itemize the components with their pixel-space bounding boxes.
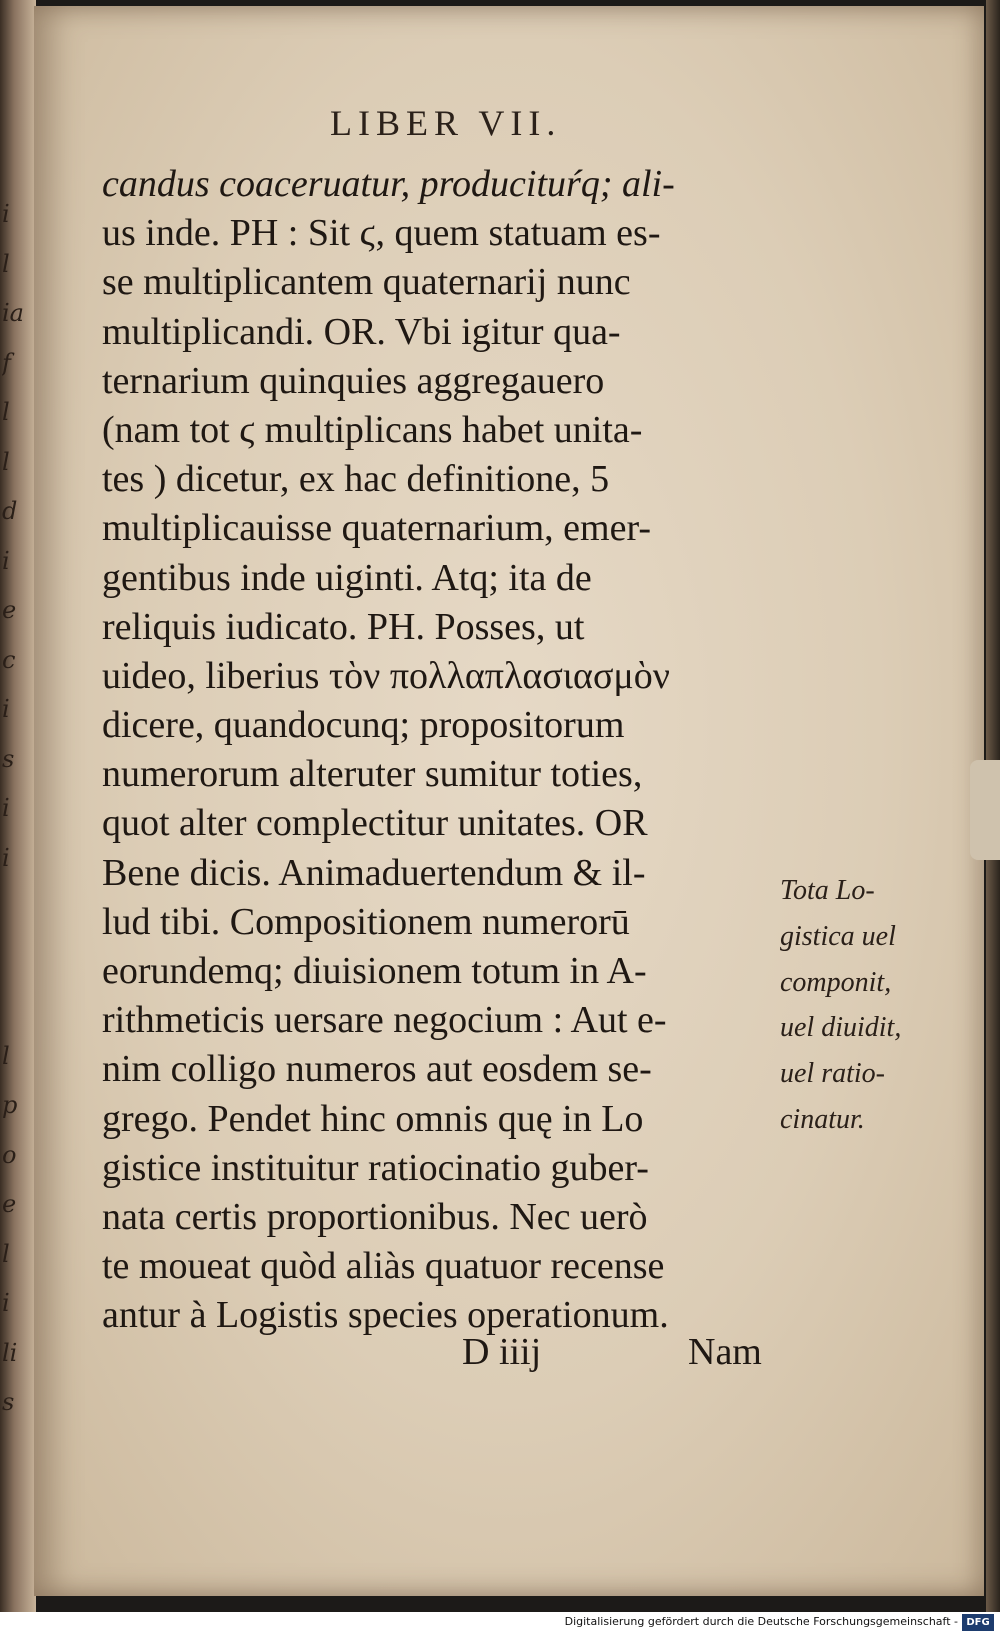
facing-page-fragment: c <box>2 645 16 674</box>
text-line: ternarium quinquies aggregauero <box>102 359 605 402</box>
running-head: LIBER VII. <box>330 103 562 143</box>
digitization-credit: Digitalisierung gefördert durch die Deutsche Forschungsgemeinschaft - <box>564 1615 958 1628</box>
marginal-note-line: uel diuidit, <box>780 1012 902 1044</box>
facing-page-fragment: i <box>2 1289 10 1317</box>
text-line: Bene dicis. Animaduertendum & il- <box>102 851 646 894</box>
text-line: multiplicandi. OR. Vbi igitur qua- <box>102 310 621 353</box>
marginal-note-line: uel ratio- <box>780 1058 885 1090</box>
facing-page-fragment: l <box>2 398 10 426</box>
facing-page-fragment: ia <box>2 299 24 327</box>
catchword: Nam <box>688 1331 762 1373</box>
facing-page-fragment: d <box>2 497 18 525</box>
facing-page-fragment: f <box>2 348 11 377</box>
facing-page-fragment: i <box>2 546 10 575</box>
signature-mark: D iiij <box>462 1331 542 1373</box>
facing-page-fragment <box>2 883 32 933</box>
text-line: tes ) dicetur, ex hac definitione, 5 <box>102 458 610 501</box>
facing-page-fragment: i <box>2 794 10 822</box>
text-line: rithmeticis uersare negocium : Aut e- <box>102 999 667 1042</box>
text-line: se multiplicantem quaternarij nunc <box>102 261 631 304</box>
facing-page-fragment <box>2 933 32 983</box>
facing-page-fragment: li <box>2 1338 18 1367</box>
text-line: te moueat quòd aliàs quatuor recense <box>102 1245 665 1288</box>
facing-page-fragment: s <box>2 1388 15 1416</box>
facing-page-fragment: p <box>2 1091 18 1119</box>
page-tab-marker <box>970 760 1000 860</box>
footer-bar <box>0 1612 1000 1634</box>
text-line: nata certis proportionibus. Nec uerò <box>102 1195 648 1238</box>
facing-page-fragment: s <box>2 744 15 773</box>
marginal-note <box>780 868 930 1143</box>
marginal-note-line: Tota Lo- <box>780 875 875 906</box>
text-line: (nam tot ϛ multiplicans habet unita- <box>102 408 643 451</box>
facing-page-fragment: i <box>2 200 10 228</box>
text-line: antur à Logistis species operationum. <box>102 1294 669 1337</box>
marginal-note-line: gistica uel <box>780 920 896 952</box>
facing-page-fragment: e <box>2 596 17 624</box>
text-line: us inde. PH : Sit ϛ, quem statuam es- <box>102 212 661 255</box>
text-line: eorundemq; diuisionem totum in A- <box>102 950 647 992</box>
facing-page-fragment <box>2 982 32 1032</box>
facing-page-fragment: l <box>2 1239 10 1268</box>
text-line: candus coaceruatur, producituŕq; ali- <box>102 163 675 205</box>
main-text-block <box>102 160 782 1341</box>
facing-page-fragment: l <box>2 447 10 476</box>
text-line: lud tibi. Compositionem numerorū <box>102 900 630 943</box>
facing-page-fragment: i <box>2 695 10 723</box>
facing-page-fragment: l <box>2 1041 10 1070</box>
text-line: nim colligo numeros aut eosdem se- <box>102 1048 652 1091</box>
dfg-logo: DFG <box>962 1614 994 1631</box>
marginal-note-line: cinatur. <box>780 1103 865 1135</box>
facing-page-fragments <box>2 190 32 1428</box>
facing-page-fragment: e <box>2 1190 17 1218</box>
marginal-note-line: componit, <box>780 966 892 998</box>
facing-page-fragment: o <box>2 1140 17 1169</box>
facing-page-fragment: l <box>2 249 10 278</box>
text-line: multiplicauisse quaternarium, emer- <box>102 507 651 550</box>
text-line: gistice instituitur ratiocinatio guber- <box>102 1146 649 1189</box>
text-line: quot alter complectitur unitates. OR <box>102 802 648 845</box>
text-line: uideo, liberius τὸν πολλαπλασιασμὸν <box>102 654 670 697</box>
facing-page-edge <box>0 0 36 1612</box>
text-line: gentibus inde uiginti. Atq; ita de <box>102 556 592 599</box>
facing-page-fragment: i <box>2 843 10 872</box>
text-line: grego. Pendet hinc omnis quę in Lo <box>102 1097 644 1140</box>
text-line: numerorum alteruter sumitur toties, <box>102 753 643 796</box>
text-line: dicere, quandocunq; propositorum <box>102 704 625 747</box>
text-line: reliquis iudicato. PH. Posses, ut <box>102 605 585 648</box>
